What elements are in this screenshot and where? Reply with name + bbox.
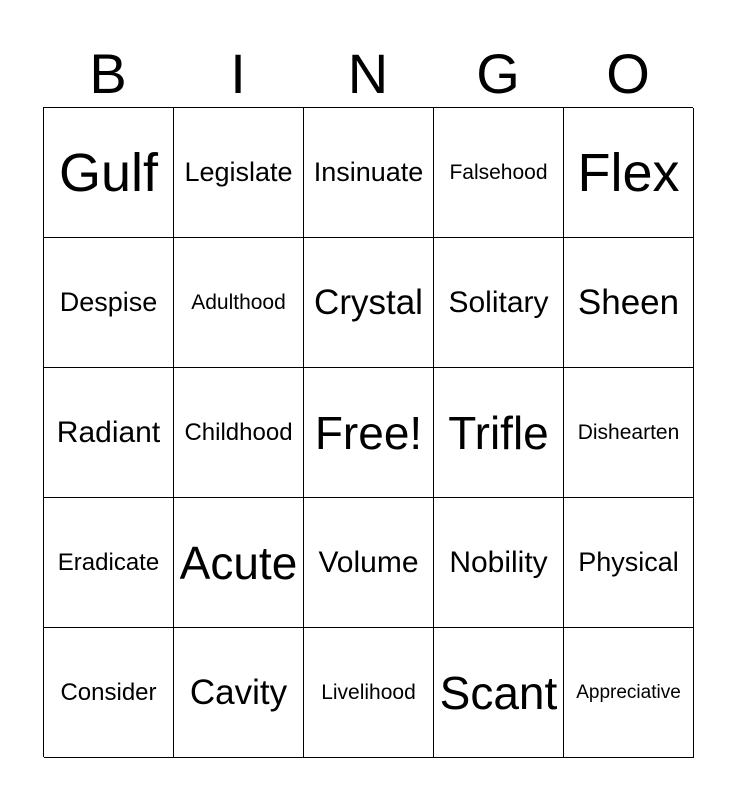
bingo-cell[interactable]: Cavity [174,628,304,758]
bingo-cell[interactable]: Gulf [44,108,174,238]
bingo-cell[interactable]: Childhood [174,368,304,498]
bingo-cell[interactable]: Crystal [304,238,434,368]
header-letter-i: I [230,42,246,105]
bingo-cell[interactable]: Scant [434,628,564,758]
bingo-cell[interactable]: Legislate [174,108,304,238]
bingo-cell[interactable]: Solitary [434,238,564,368]
bingo-cell[interactable]: Nobility [434,498,564,628]
bingo-cell[interactable]: Acute [174,498,304,628]
bingo-cell[interactable]: Dishearten [564,368,694,498]
bingo-cell[interactable]: Appreciative [564,628,694,758]
bingo-cell[interactable]: Consider [44,628,174,758]
bingo-cell[interactable]: Adulthood [174,238,304,368]
header-letter-b: B [89,42,127,105]
header-letter-n: N [347,42,389,105]
bingo-board [43,107,693,757]
bingo-cell[interactable]: Physical [564,498,694,628]
bingo-cell[interactable]: Despise [44,238,174,368]
bingo-cell[interactable]: Livelihood [304,628,434,758]
header-letter-g: G [476,42,520,105]
bingo-cell[interactable]: Falsehood [434,108,564,238]
bingo-cell[interactable]: Insinuate [304,108,434,238]
bingo-cell[interactable]: Radiant [44,368,174,498]
bingo-cell[interactable]: Volume [304,498,434,628]
bingo-cell[interactable]: Trifle [434,368,564,498]
bingo-free-cell[interactable]: Free! [304,368,434,498]
bingo-header [43,40,693,108]
bingo-cell[interactable]: Flex [564,108,694,238]
header-letter-o: O [606,42,650,105]
bingo-cell[interactable]: Eradicate [44,498,174,628]
bingo-cell[interactable]: Sheen [564,238,694,368]
